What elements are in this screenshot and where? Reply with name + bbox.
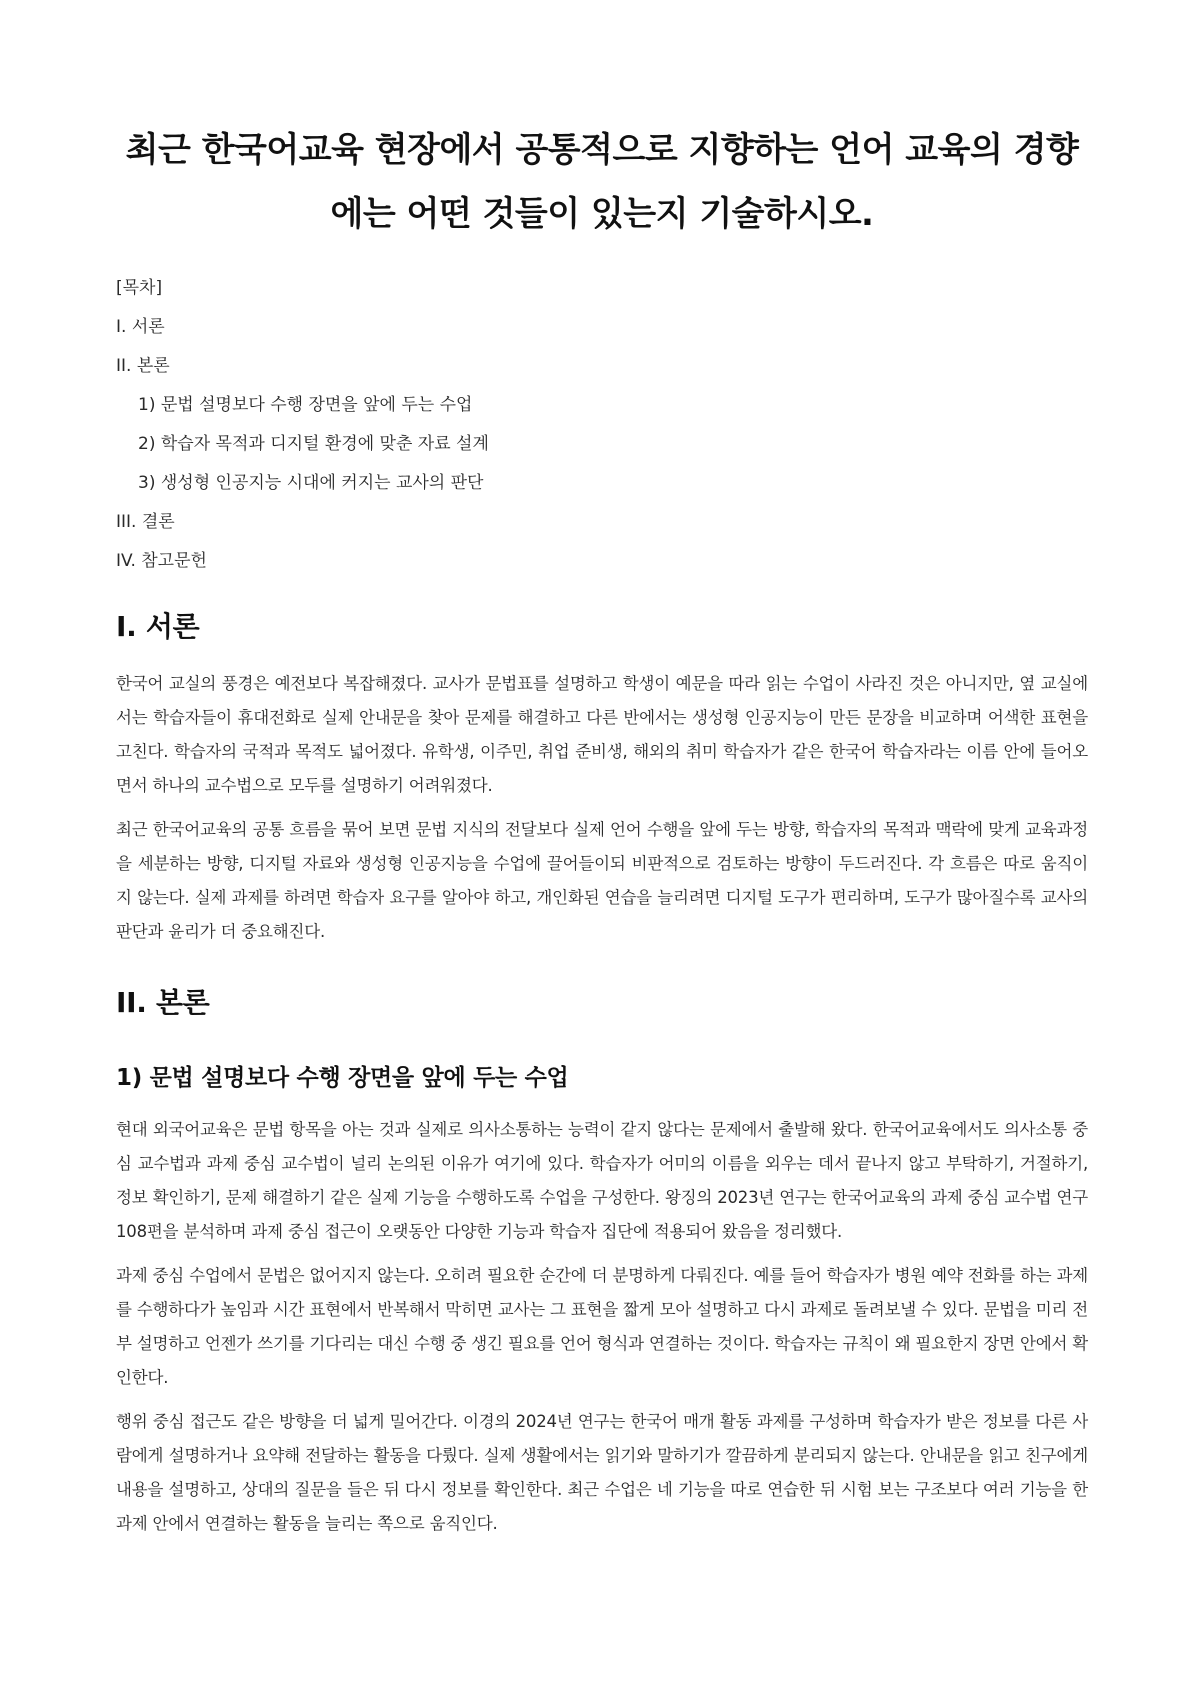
- section-body: [116, 983, 1088, 1541]
- subsection-title-1: 1) 문법 설명보다 수행 장면을 앞에 두는 수업: [116, 1065, 569, 1091]
- section-title-intro: I. 서론: [116, 610, 200, 643]
- body-sub1-paragraph-1: 현대 외국어교육은 문법 항목을 아는 것과 실제로 의사소통하는 능력이 같지 않다는 문제에서 출발해 왔다. 한국어교육에서도 의사소통 중심 교수법과 과제 중심 교수법이 널리 논의된 이유가 여기에 있다. 학습자가 어미의 이름을 외우는 데서 끝나지 않고 부탁하기, 거절하기, 정보 확인하기, 문제 해결하기 같은 실제 기능을 수행하도록 수업을 구성한다. 왕징의 2023년 연구는 한국어교육의 과제 중심 교수법 연구 108편을 분석하며 과제 중심 접근이 오랫동안 다양한 기능과 학습자 집단에 적용되어 왔음을 정리했다.: [116, 1120, 1088, 1241]
- section-spacer: [116, 959, 1088, 983]
- subsection-spacer: [116, 1043, 1088, 1061]
- toc-item-body-sub1: 1) 문법 설명보다 수행 장면을 앞에 두는 수업: [138, 395, 473, 415]
- toc-item-body-sub2: 2) 학습자 목적과 디지털 환경에 맞춘 자료 설계: [138, 434, 489, 454]
- toc-item-conclusion: III. 결론: [116, 512, 175, 532]
- toc-item-intro: I. 서론: [116, 317, 165, 337]
- body-sub1-paragraph-2: 과제 중심 수업에서 문법은 없어지지 않는다. 오히려 필요한 순간에 더 분명하게 다뤄진다. 예를 들어 학습자가 병원 예약 전화를 하는 과제를 수행하다가 높임과 시간 표현에서 반복해서 막히면 교사는 그 표현을 짧게 모아 설명하고 다시 과제로 돌려보낼 수 있다. 문법을 미리 전부 설명하고 언젠가 쓰기를 기다리는 대신 수행 중 생긴 필요를 언어 형식과 연결하는 것이다. 학습자는 규칙이 왜 필요한지 장면 안에서 확인한다.: [116, 1266, 1088, 1387]
- section-intro: [116, 607, 1088, 949]
- intro-paragraph-2: 최근 한국어교육의 공통 흐름을 묶어 보면 문법 지식의 전달보다 실제 언어 수행을 앞에 두는 방향, 학습자의 목적과 맥락에 맞게 교육과정을 세분하는 방향, 디지털 자료와 생성형 인공지능을 수업에 끌어들이되 비판적으로 검토하는 방향이 두드러진다. 각 흐름은 따로 움직이지 않는다. 실제 과제를 하려면 학습자 요구를 알아야 하고, 개인화된 연습을 늘리려면 디지털 도구가 편리하며, 도구가 많아질수록 교사의 판단과 윤리가 더 중요해진다.: [116, 820, 1088, 941]
- table-of-contents: [116, 276, 1088, 573]
- toc-item-body: II. 본론: [116, 356, 170, 376]
- body-sub1-paragraph-3: 행위 중심 접근도 같은 방향을 더 넓게 밀어간다. 이경의 2024년 연구는 한국어 매개 활동 과제를 구성하며 학습자가 받은 정보를 다른 사람에게 설명하거나 요약해 전달하는 활동을 다뤘다. 실제 생활에서는 읽기와 말하기가 깔끔하게 분리되지 않는다. 안내문을 읽고 친구에게 내용을 설명하고, 상대의 질문을 들은 뒤 다시 정보를 확인한다. 최근 수업은 네 기능을 따로 연습한 뒤 시험 보는 구조보다 여러 기능을 한 과제 안에서 연결하는 활동을 늘리는 쪽으로 움직인다.: [116, 1412, 1088, 1533]
- toc-heading: [목차]: [116, 278, 163, 298]
- toc-item-references: IV. 참고문헌: [116, 551, 207, 571]
- document-title: 최근 한국어교육 현장에서 공통적으로 지향하는 언어 교육의 경향에는 어떤 것들이 있는지 기술하시오.: [125, 130, 1079, 234]
- toc-item-body-sub3: 3) 생성형 인공지능 시대에 커지는 교사의 판단: [138, 473, 484, 493]
- section-title-body: II. 본론: [116, 986, 210, 1019]
- intro-paragraph-1: 한국어 교실의 풍경은 예전보다 복잡해졌다. 교사가 문법표를 설명하고 학생이 예문을 따라 읽는 수업이 사라진 것은 아니지만, 옆 교실에서는 학습자들이 휴대전화로 실제 안내문을 찾아 문제를 해결하고 다른 반에서는 생성형 인공지능이 만든 문장을 비교하며 어색한 표현을 고친다. 학습자의 국적과 목적도 넓어졌다. 유학생, 이주민, 취업 준비생, 해외의 취미 학습자가 같은 한국어 학습자라는 이름 안에 들어오면서 하나의 교수법으로 모두를 설명하기 어려워졌다.: [116, 674, 1088, 795]
